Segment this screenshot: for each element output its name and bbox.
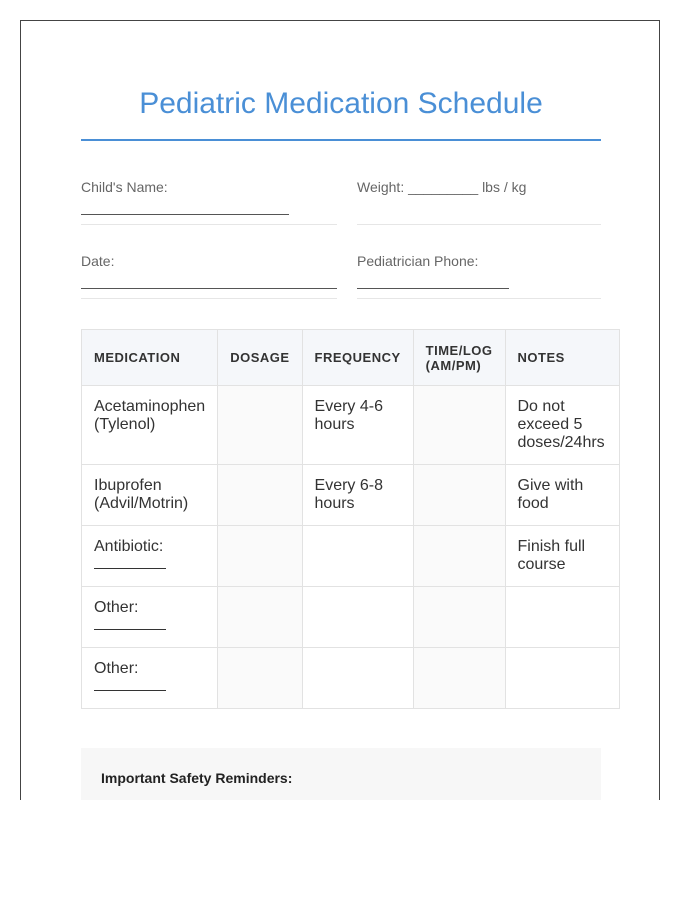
- safety-reminders-heading: Important Safety Reminders:: [101, 770, 293, 786]
- field-separator: [357, 298, 601, 299]
- medication-label: Other:: [94, 599, 139, 616]
- header-time-log: TIME/LOG (AM/PM): [413, 330, 505, 386]
- medication-table: [81, 329, 620, 709]
- header-medication: MEDICATION: [82, 330, 218, 386]
- notes-cell[interactable]: [505, 587, 619, 648]
- dosage-cell[interactable]: [218, 587, 302, 648]
- frequency-cell: Every 6-8 hours: [302, 465, 413, 526]
- weight-label: Weight: _________ lbs / kg: [357, 179, 527, 195]
- medication-label: Other:: [94, 660, 139, 677]
- frequency-cell[interactable]: [302, 648, 413, 709]
- document-page: [20, 20, 660, 800]
- medication-name-blank[interactable]: [94, 619, 166, 630]
- field-separator: [357, 224, 601, 225]
- notes-cell: Give with food: [505, 465, 619, 526]
- table-row: [82, 526, 620, 587]
- dosage-cell[interactable]: [218, 526, 302, 587]
- time-log-cell[interactable]: [413, 465, 505, 526]
- medication-cell: [82, 526, 218, 587]
- time-log-cell[interactable]: [413, 648, 505, 709]
- header-dosage: DOSAGE: [218, 330, 302, 386]
- time-log-cell[interactable]: [413, 526, 505, 587]
- frequency-cell[interactable]: [302, 587, 413, 648]
- table-row: [82, 386, 620, 465]
- date-blank[interactable]: [81, 288, 337, 289]
- time-log-cell[interactable]: [413, 587, 505, 648]
- dosage-cell[interactable]: [218, 386, 302, 465]
- medication-cell: [82, 587, 218, 648]
- table-row: [82, 465, 620, 526]
- medication-cell: Acetaminophen (Tylenol): [82, 386, 218, 465]
- dosage-cell[interactable]: [218, 648, 302, 709]
- time-log-cell[interactable]: [413, 386, 505, 465]
- safety-reminders-box: [81, 748, 601, 800]
- child-name-blank[interactable]: [81, 214, 289, 215]
- child-name-label: Child's Name:: [81, 179, 168, 195]
- medication-name-blank[interactable]: [94, 680, 166, 691]
- notes-cell: Do not exceed 5 doses/24hrs: [505, 386, 619, 465]
- frequency-cell[interactable]: [302, 526, 413, 587]
- field-separator: [81, 298, 337, 299]
- medication-cell: Ibuprofen (Advil/Motrin): [82, 465, 218, 526]
- table-row: [82, 587, 620, 648]
- medication-name-blank[interactable]: [94, 558, 166, 569]
- header-notes: NOTES: [505, 330, 619, 386]
- medication-cell: [82, 648, 218, 709]
- notes-cell[interactable]: [505, 648, 619, 709]
- frequency-cell: Every 4-6 hours: [302, 386, 413, 465]
- table-header-row: [82, 330, 620, 386]
- pediatrician-phone-blank[interactable]: [357, 288, 509, 289]
- header-frequency: FREQUENCY: [302, 330, 413, 386]
- dosage-cell[interactable]: [218, 465, 302, 526]
- table-row: [82, 648, 620, 709]
- date-label: Date:: [81, 253, 115, 269]
- notes-cell: Finish full course: [505, 526, 619, 587]
- field-separator: [81, 224, 337, 225]
- pediatrician-phone-label: Pediatrician Phone:: [357, 253, 479, 269]
- title-divider: [81, 139, 601, 141]
- page-title: Pediatric Medication Schedule: [139, 87, 543, 120]
- medication-label: Antibiotic:: [94, 538, 164, 555]
